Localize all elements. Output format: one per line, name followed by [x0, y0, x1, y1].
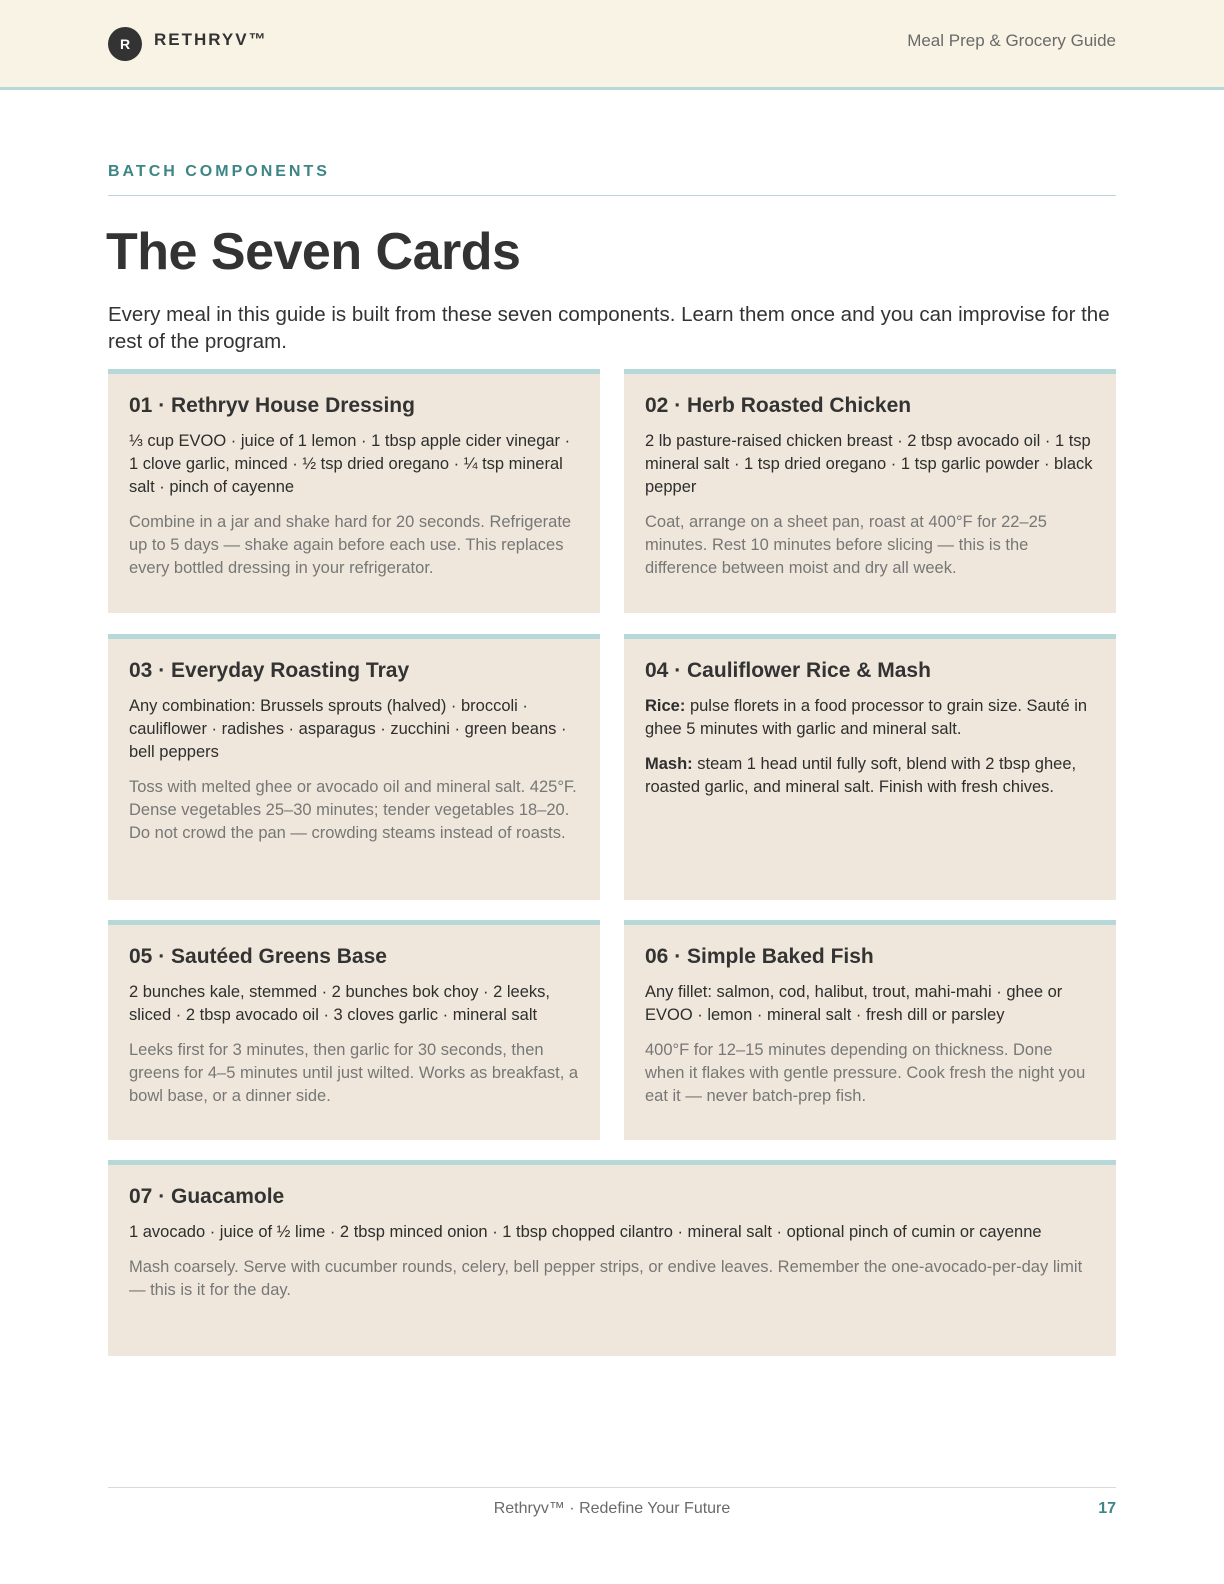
- mash-label: Mash:: [645, 755, 693, 773]
- card-ingredients: Any fillet: salmon, cod, halibut, trout, mahi-mahi · ghee or EVOO · lemon · mineral salt · fresh dill or parsley: [645, 983, 1063, 1024]
- recipe-card-herb-chicken: [624, 369, 1116, 613]
- card-title: 02 · Herb Roasted Chicken: [645, 394, 912, 417]
- card-ingredients: Any combination: Brussels sprouts (halved) · broccoli · cauliflower · radishes · asparagus · zucchini · green beans · bell peppers: [129, 697, 567, 761]
- card-title: 05 · Sautéed Greens Base: [129, 945, 387, 968]
- footer-tagline: Rethryv™ · Redefine Your Future: [493, 1500, 731, 1517]
- card-title: 01 · Rethryv House Dressing: [129, 394, 415, 417]
- card-ingredients: 2 lb pasture-raised chicken breast · 2 tbsp avocado oil · 1 tsp mineral salt · 1 tsp dried oregano · 1 tsp garlic powder · black pepper: [645, 432, 1093, 496]
- card-method: Leeks first for 3 minutes, then garlic for 30 seconds, then greens for 4–5 minutes until just wilted. Works as breakfast, a bowl base, or a dinner side.: [129, 1041, 579, 1105]
- card-method: Mash coarsely. Serve with cucumber rounds, celery, bell pepper strips, or endive leaves. Remember the one-avocado-per-day limit — this is it for the day.: [129, 1258, 1083, 1299]
- rice-label: Rice:: [645, 697, 686, 715]
- guide-title: Meal Prep & Grocery Guide: [907, 31, 1116, 50]
- card-title: 04 · Cauliflower Rice & Mash: [645, 659, 931, 682]
- card-method: Combine in a jar and shake hard for 20 seconds. Refrigerate up to 5 days — shake again before each use. This replaces every bottled dressing in your refrigerator.: [129, 513, 572, 577]
- card-ingredients: ⅓ cup EVOO · juice of 1 lemon · 1 tbsp apple cider vinegar · 1 clove garlic, minced · ½ tsp dried oregano · ¼ tsp mineral salt · pinch of cayenne: [129, 432, 571, 496]
- brand-logo: R: [108, 27, 142, 61]
- card-title: 07 · Guacamole: [129, 1185, 285, 1208]
- card-ingredients: 1 avocado · juice of ½ lime · 2 tbsp minced onion · 1 tbsp chopped cilantro · mineral salt · optional pinch of cumin or cayenne: [129, 1223, 1042, 1241]
- page-number: 17: [1098, 1500, 1116, 1517]
- recipe-card-baked-fish: [624, 920, 1116, 1140]
- recipe-card-house-dressing: [108, 369, 600, 613]
- rice-text: pulse florets in a food processor to grain size. Sauté in ghee 5 minutes with garlic and mineral salt.: [645, 697, 1088, 738]
- footer-divider: [108, 1487, 1116, 1488]
- mash-instructions: [645, 753, 1096, 799]
- mash-text: steam 1 head until fully soft, blend with 2 tbsp ghee, roasted garlic, and mineral salt. Finish with fresh chives.: [645, 755, 1077, 796]
- card-title: 06 · Simple Baked Fish: [645, 945, 874, 968]
- card-method: Coat, arrange on a sheet pan, roast at 400°F for 22–25 minutes. Rest 10 minutes before slicing — this is the difference between moist and dry all week.: [645, 513, 1047, 577]
- card-method: 400°F for 12–15 minutes depending on thickness. Done when it flakes with gentle pressure. Cook fresh the night you eat it — never batch-prep fish.: [645, 1041, 1086, 1105]
- card-title: 03 · Everyday Roasting Tray: [129, 659, 410, 682]
- page-title: The Seven Cards: [106, 223, 521, 281]
- page-header: [0, 0, 1224, 90]
- card-method: Toss with melted ghee or avocado oil and mineral salt. 425°F. Dense vegetables 25–30 minutes; tender vegetables 18–20. Do not crowd the pan — crowding steams instead of roasts.: [129, 778, 577, 842]
- intro-paragraph: Every meal in this guide is built from these seven components. Learn them once and you can improvise for the rest of the program.: [108, 303, 1110, 353]
- brand-name: RETHRYV™: [154, 30, 268, 49]
- card-ingredients: 2 bunches kale, stemmed · 2 bunches bok choy · 2 leeks, sliced · 2 tbsp avocado oil · 3 cloves garlic · mineral salt: [129, 983, 550, 1024]
- recipe-card-roasting-tray: [108, 634, 600, 900]
- rice-instructions: [645, 695, 1096, 741]
- divider: [108, 195, 1116, 196]
- recipe-card-cauliflower: [624, 634, 1116, 900]
- section-eyebrow: BATCH COMPONENTS: [108, 163, 330, 180]
- recipe-card-guacamole: [108, 1160, 1116, 1356]
- recipe-card-sauteed-greens: [108, 920, 600, 1140]
